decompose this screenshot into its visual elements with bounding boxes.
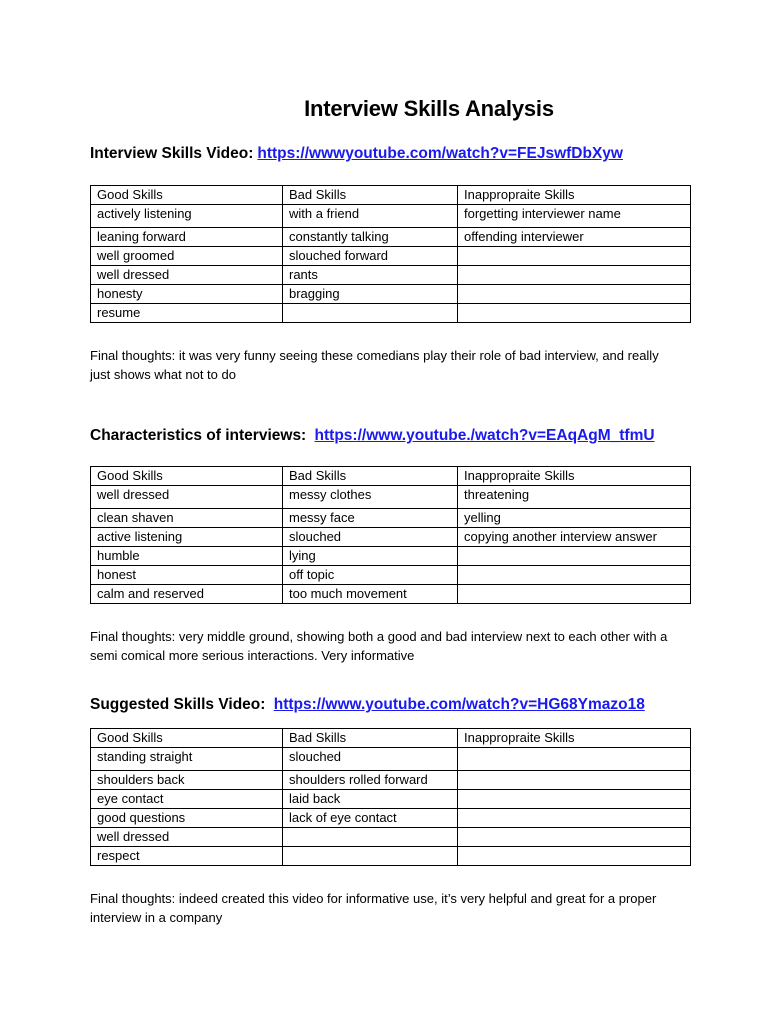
table-row [91, 304, 691, 323]
table-row [91, 528, 691, 547]
table-row [91, 509, 691, 528]
table-cell [458, 771, 691, 790]
table-cell: well dressed [91, 828, 283, 847]
table-cell: slouched forward [283, 247, 458, 266]
section-2-heading-label: Characteristics of interviews: [90, 427, 307, 444]
header-bad-skills: Bad Skills [283, 729, 458, 748]
table-cell: honest [91, 566, 283, 585]
section-1-skills-table [90, 185, 691, 323]
table-header-row [91, 467, 691, 486]
table-row [91, 228, 691, 247]
table-row [91, 790, 691, 809]
header-good-skills: Good Skills [91, 467, 283, 486]
table-row [91, 828, 691, 847]
table-cell: honesty [91, 285, 283, 304]
table-cell [458, 285, 691, 304]
header-inappropriate-skills: Inappropraite Skills [458, 729, 691, 748]
table-cell: standing straight [91, 748, 283, 771]
table-row [91, 486, 691, 509]
table-cell: calm and reserved [91, 585, 283, 604]
table-cell: messy face [283, 509, 458, 528]
table-row [91, 771, 691, 790]
table-cell [283, 828, 458, 847]
table-header-row [91, 186, 691, 205]
table-cell: forgetting interviewer name [458, 205, 691, 228]
table-cell: yelling [458, 509, 691, 528]
table-cell: off topic [283, 566, 458, 585]
table-cell [458, 547, 691, 566]
section-3-heading [90, 696, 645, 714]
header-good-skills: Good Skills [91, 186, 283, 205]
table-header-row [91, 729, 691, 748]
table-cell [458, 809, 691, 828]
table-cell: lack of eye contact [283, 809, 458, 828]
table-row [91, 809, 691, 828]
section-2-heading [90, 427, 655, 445]
table-cell [458, 566, 691, 585]
table-cell [458, 790, 691, 809]
header-bad-skills: Bad Skills [283, 467, 458, 486]
table-cell [283, 847, 458, 866]
table-cell [458, 247, 691, 266]
table-cell: shoulders back [91, 771, 283, 790]
table-cell [458, 748, 691, 771]
table-cell: good questions [91, 809, 283, 828]
header-inappropriate-skills: Inappropraite Skills [458, 467, 691, 486]
section-2-skills-table [90, 466, 691, 604]
table-cell [458, 585, 691, 604]
section-3-video-link[interactable]: https://www.youtube.com/watch?v=HG68Ymazo18 [273, 696, 645, 713]
table-cell [283, 304, 458, 323]
table-cell [458, 828, 691, 847]
table-row [91, 285, 691, 304]
table-row [91, 566, 691, 585]
table-cell [458, 266, 691, 285]
section-3-skills-table [90, 728, 691, 866]
table-cell: leaning forward [91, 228, 283, 247]
table-cell: resume [91, 304, 283, 323]
table-row [91, 547, 691, 566]
section-2-final-thoughts: Final thoughts: very middle ground, showing both a good and bad interview next to each other with a semi comical more serious interactions. Very informative [90, 629, 668, 663]
table-row [91, 748, 691, 771]
section-2-video-link[interactable]: https://www.youtube./watch?v=EAqAgM_tfmU [314, 427, 655, 444]
section-1-heading-label: Interview Skills Video: [90, 145, 254, 162]
table-cell: copying another interview answer [458, 528, 691, 547]
table-row [91, 847, 691, 866]
table-cell: actively listening [91, 205, 283, 228]
table-cell: humble [91, 547, 283, 566]
header-inappropriate-skills: Inappropraite Skills [458, 186, 691, 205]
table-cell: threatening [458, 486, 691, 509]
section-3-heading-label: Suggested Skills Video: [90, 696, 266, 713]
table-cell: messy clothes [283, 486, 458, 509]
table-cell: bragging [283, 285, 458, 304]
header-good-skills: Good Skills [91, 729, 283, 748]
table-cell: laid back [283, 790, 458, 809]
table-cell [458, 847, 691, 866]
table-cell: slouched [283, 528, 458, 547]
table-cell: clean shaven [91, 509, 283, 528]
table-cell: with a friend [283, 205, 458, 228]
table-row [91, 247, 691, 266]
header-bad-skills: Bad Skills [283, 186, 458, 205]
table-cell: lying [283, 547, 458, 566]
table-cell: constantly talking [283, 228, 458, 247]
table-cell: eye contact [91, 790, 283, 809]
table-cell: too much movement [283, 585, 458, 604]
table-cell: offending interviewer [458, 228, 691, 247]
table-row [91, 266, 691, 285]
table-cell: well dressed [91, 266, 283, 285]
document-title: Interview Skills Analysis [304, 96, 554, 121]
table-cell [458, 304, 691, 323]
table-row [91, 205, 691, 228]
table-cell: well groomed [91, 247, 283, 266]
table-cell: active listening [91, 528, 283, 547]
table-cell: slouched [283, 748, 458, 771]
table-cell: shoulders rolled forward [283, 771, 458, 790]
section-1-video-link[interactable]: https://wwwyoutube.com/watch?v=FEJswfDbXyw [257, 145, 623, 162]
table-cell: well dressed [91, 486, 283, 509]
section-1-heading [90, 145, 623, 163]
table-cell: rants [283, 266, 458, 285]
section-1-final-thoughts: Final thoughts: it was very funny seeing these comedians play their role of bad interview, and really just shows what not to do [90, 348, 659, 382]
table-row [91, 585, 691, 604]
section-3-final-thoughts: Final thoughts: indeed created this video for informative use, it’s very helpful and great for a proper interview in a company [90, 891, 657, 925]
table-cell: respect [91, 847, 283, 866]
